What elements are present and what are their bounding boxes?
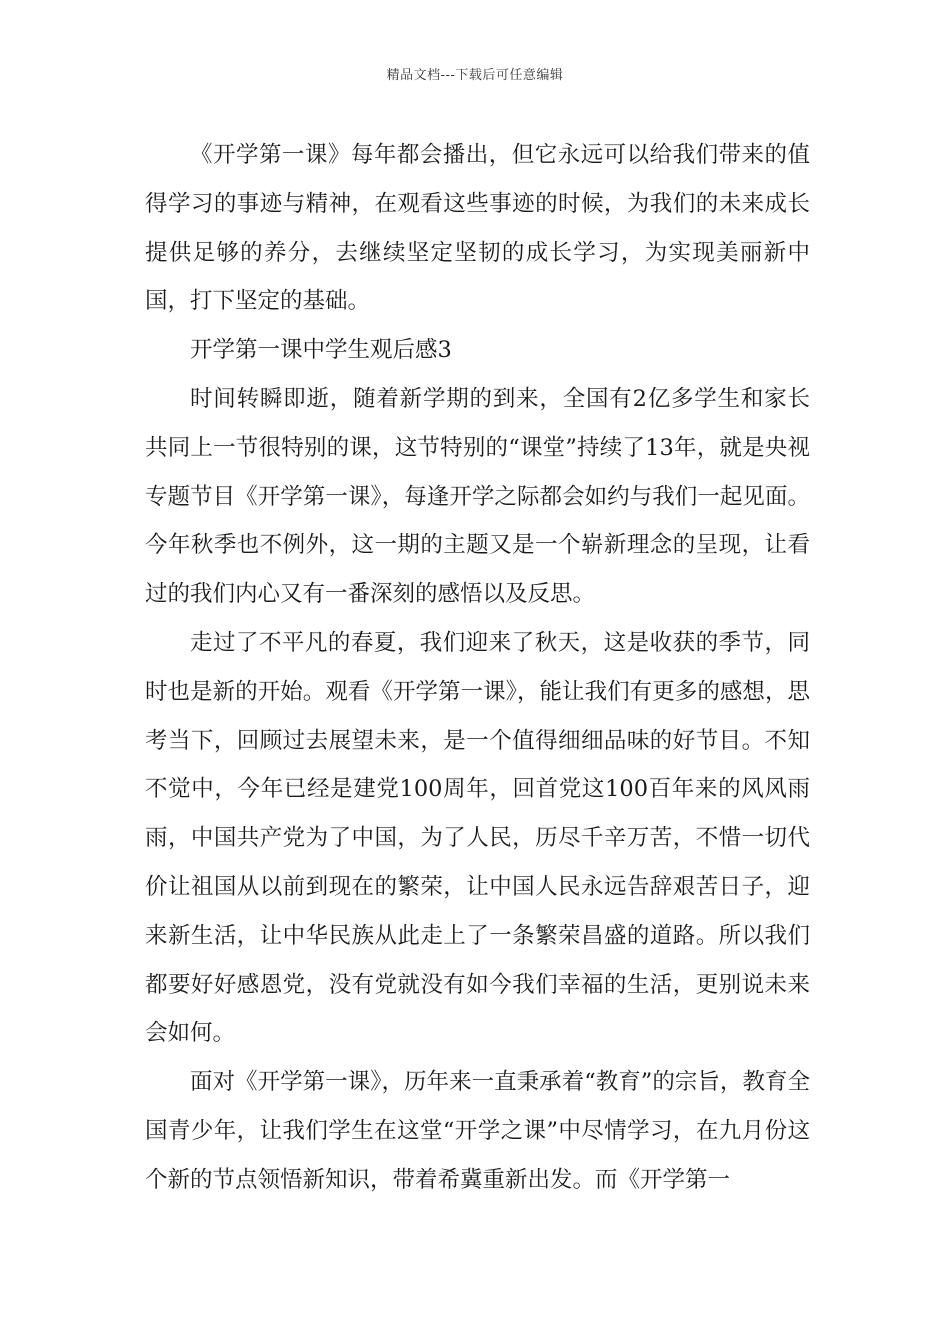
- paragraph: 面对《开学第一课》，历年来一直秉承着“教育”的宗旨，教育全国青少年，让我们学生在这堂“开学之课”中尽情学习，在九月份这个新的节点领悟新知识，带着希冀重新出发。而《开学第一: [145, 1069, 810, 1193]
- paragraph: 《开学第一课》每年都会播出，但它永远可以给我们带来的值得学习的事迹与精神，在观看这些事迹的时候，为我们的未来成长提供足够的养分，去继续坚定坚韧的成长学习，为实现美丽新中国，打下坚定的基础。: [145, 142, 810, 315]
- paragraph: 时间转瞬即逝，随着新学期的到来，全国有2亿多学生和家长共同上一节很特别的课，这节特别的“课堂”持续了13年，就是央视专题节目《开学第一课》，每逢开学之际都会如约与我们一起见面。今年秋季也不例外，这一期的主题又是一个崭新理念的呈现，让看过的我们内心又有一番深刻的感悟以及反思。: [145, 385, 810, 608]
- section-heading: 开学第一课中学生观后感3: [190, 337, 452, 364]
- document-body: [145, 131, 810, 1205]
- page-header: 精品文档---下载后可任意编辑: [386, 68, 564, 83]
- paragraph: 走过了不平凡的春夏，我们迎来了秋天，这是收获的季节，同时也是新的开始。观看《开学第一课》，能让我们有更多的感想，思考当下，回顾过去展望未来，是一个值得细细品味的好节目。不知不觉中，今年已经是建党100周年，回首党这100百年来的风风雨雨，中国共产党为了中国，为了人民，历尽千辛万苦，不惜一切代价让祖国从以前到现在的繁荣，让中国人民永远告辞艰苦日子，迎来新生活，让中华民族从此走上了一条繁荣昌盛的道路。所以我们都要好好感恩党，没有党就没有如今我们幸福的生活，更别说未来会如何。: [145, 629, 810, 1047]
